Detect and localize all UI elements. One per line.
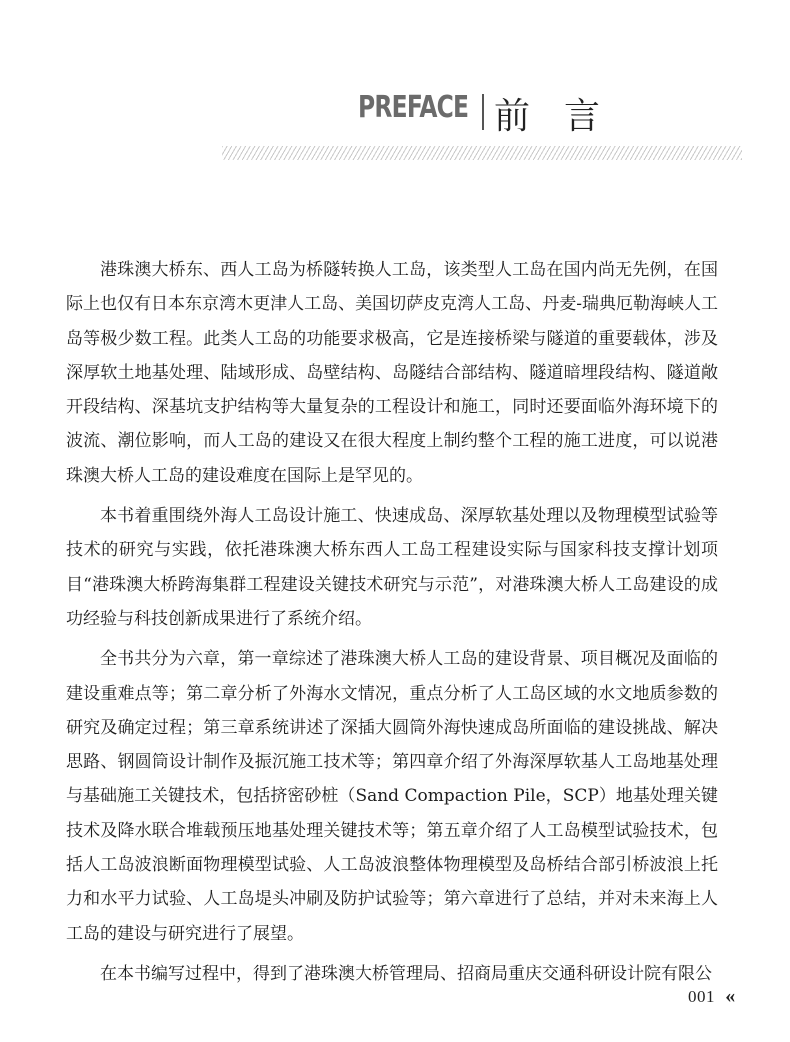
paragraph: 港珠澳大桥东、西人工岛为桥隧转换人工岛，该类型人工岛在国内尚无先例，在国际上也仅有日本东京湾木更津人工岛、美国切萨皮克湾人工岛、丹麦-瑞典厄勒海峡人工岛等极少数工程。此类人工岛的功能要求极高，它是连接桥梁与隧道的重要载体，涉及深厚软土地基处理、陆域形成、岛壁结构、岛隧结合部结构、隧道暗埋段结构、隧道敞开段结构、深基坑支护结构等大量复杂的工程设计和施工，同时还要面临外海环境下的波流、潮位影响，而人工岛的建设又在很大程度上制约整个工程的施工进度，可以说港珠澳大桥人工岛的建设难度在国际上是罕见的。: [66, 260, 718, 486]
paragraph: 本书着重围绕外海人工岛设计施工、快速成岛、深厚软基处理以及物理模型试验等技术的研究与实践，依托港珠澳大桥东西人工岛工程建设实际与国家科技支撑计划项目“港珠澳大桥跨海集群工程建设关键技术研究与示范”，对港珠澳大桥人工岛建设的成功经验与科技创新成果进行了系统介绍。: [66, 506, 718, 629]
paragraph: 在本书编写过程中，得到了港珠澳大桥管理局、招商局重庆交通科研设计院有限公: [100, 963, 712, 984]
preface-title-zh: 前言: [494, 96, 635, 137]
page-number: 001: [688, 987, 715, 1006]
decorative-stripe: [222, 146, 742, 160]
paragraph: 全书共分为六章，第一章综述了港珠澳大桥人工岛的建设背景、项目概况及面临的建设重难点等；第二章分析了外海水文情况，重点分析了人工岛区域的水文地质参数的研究及确定过程；第三章系统讲述了深插大圆筒外海快速成岛所面临的建设挑战、解决思路、钢圆筒设计制作及振沉施工技术等；第四章介绍了外海深厚软基人工岛地基处理与基础施工关键技术，包括挤密砂桩（Sand Compaction Pile，SCP）地基处理关键技术及降水联合堆载预压地基处理关键技术等；第五章介绍了人工岛模型试验技术，包括人工岛波浪断面物理模型试验、人工岛波浪整体物理模型及岛桥结合部引桥波浪上托力和水平力试验、人工岛堤头冲刷及防护试验等；第六章进行了总结，并对未来海上人工岛的建设与研究进行了展望。: [66, 649, 718, 944]
double-chevron-left-icon: «: [725, 985, 736, 1007]
page-footer: [688, 985, 735, 1008]
preface-title-en: PREFACE: [358, 90, 469, 125]
preface-body: [66, 253, 718, 997]
preface-header: [358, 88, 648, 138]
title-divider: [482, 94, 484, 130]
